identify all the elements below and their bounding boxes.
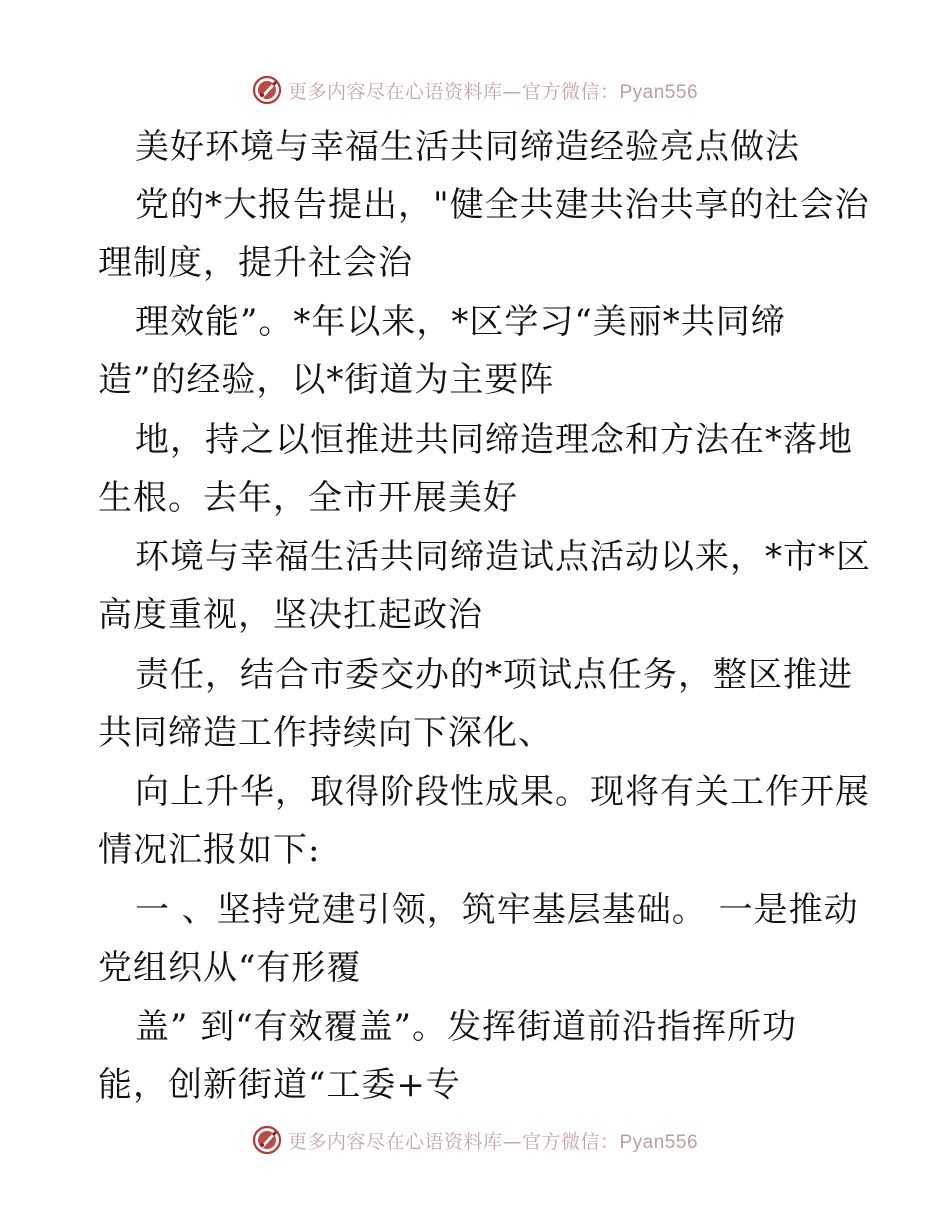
red-seal-pen-logo-icon [252,1125,282,1155]
paragraph-line: 情况汇报如下: [98,830,321,870]
paragraph-line: 共同缔造工作持续向下深化、 [98,713,553,753]
paragraph-line: 党组织从“有形覆 [98,948,362,988]
red-seal-pen-logo-icon [252,75,282,105]
paragraph-line: 理效能”。*年以来，*区学习“美丽*共同缔 [135,302,786,342]
paragraph-line: 高度重视，坚决扛起政治 [98,595,483,635]
paragraph-line: 环境与幸福生活共同缔造试点活动以来，*市*区 [135,537,871,577]
paragraph-line: 责任，结合市委交办的*项试点任务，整区推进 [135,655,853,695]
paragraph-line: 理制度，提升社会治 [98,243,413,283]
paragraph-line: 向上升华，取得阶段性成果。现将有关工作开展 [135,772,870,812]
paragraph-line: 一 、坚持党建引领，筑牢基层基础。 一是推动 [135,890,859,930]
paragraph-line: 盖” 到“有效覆盖”。发挥街道前沿指挥所功 [135,1007,797,1047]
watermark-text: 更多内容尽在心语资料库—官方微信：Pyan556 [287,80,699,103]
document-title: 美好环境与幸福生活共同缔造经验亮点做法 [135,127,800,167]
paragraph-line: 地，持之以恒推进共同缔造理念和方法在*落地 [135,420,853,460]
paragraph-line: 党的*大报告提出，"健全共建共治共享的社会治 [135,185,870,225]
footer-watermark [0,1122,950,1158]
header-watermark [0,72,950,108]
watermark-text: 更多内容尽在心语资料库—官方微信：Pyan556 [287,1130,699,1153]
paragraph-line: 造”的经验，以*街道为主要阵 [98,360,555,400]
paragraph-line: 能，创新街道“工委+专 [98,1065,461,1105]
paragraph-line: 生根。去年，全市开展美好 [98,478,518,518]
